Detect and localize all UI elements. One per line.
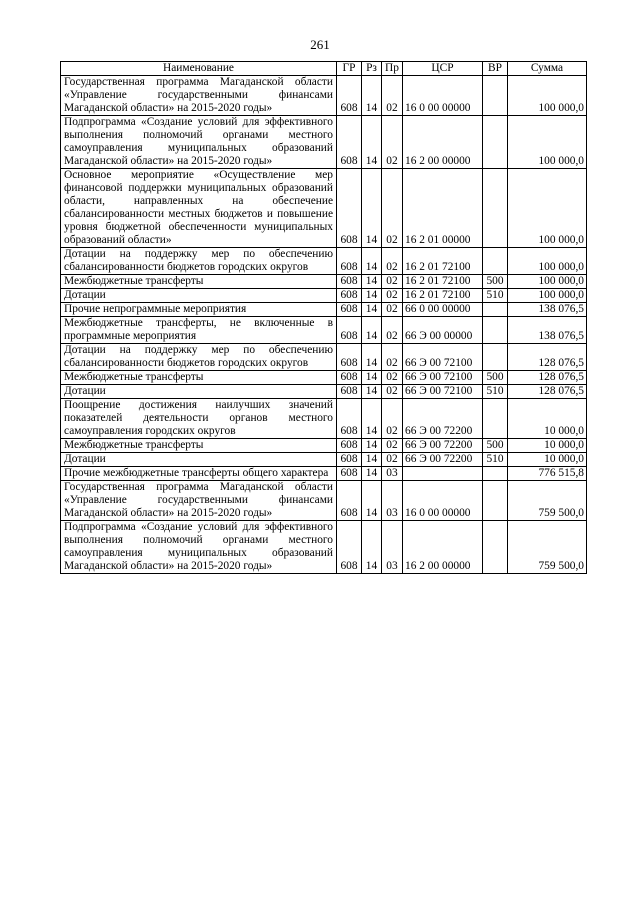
cell-vr: 500 bbox=[483, 439, 508, 453]
cell-rz: 14 bbox=[362, 169, 382, 248]
cell-csr: 16 2 00 00000 bbox=[403, 521, 483, 574]
cell-rz: 14 bbox=[362, 317, 382, 344]
cell-rz: 14 bbox=[362, 303, 382, 317]
cell-sum: 100 000,0 bbox=[508, 169, 587, 248]
cell-gr: 608 bbox=[337, 385, 362, 399]
cell-rz: 14 bbox=[362, 275, 382, 289]
row-name-text: Дотации на поддержку мер по обеспечению сбалансированности бюджетов городских округов bbox=[64, 344, 333, 369]
cell-csr: 16 2 01 72100 bbox=[403, 248, 483, 275]
cell-csr: 16 2 01 72100 bbox=[403, 275, 483, 289]
cell-rz: 14 bbox=[362, 289, 382, 303]
row-name-text: Дотации bbox=[64, 289, 106, 301]
cell-name bbox=[61, 248, 337, 275]
cell-pr: 03 bbox=[382, 467, 403, 481]
cell-sum: 100 000,0 bbox=[508, 116, 587, 169]
cell-pr: 02 bbox=[382, 439, 403, 453]
cell-gr: 608 bbox=[337, 467, 362, 481]
table-row bbox=[61, 76, 587, 116]
table-row bbox=[61, 116, 587, 169]
cell-rz: 14 bbox=[362, 344, 382, 371]
cell-vr bbox=[483, 344, 508, 371]
row-name-text: Дотации bbox=[64, 385, 106, 397]
cell-sum: 776 515,8 bbox=[508, 467, 587, 481]
table-row bbox=[61, 371, 587, 385]
cell-name bbox=[61, 481, 337, 521]
cell-rz: 14 bbox=[362, 439, 382, 453]
table-row bbox=[61, 303, 587, 317]
cell-gr: 608 bbox=[337, 116, 362, 169]
cell-pr: 02 bbox=[382, 385, 403, 399]
cell-name bbox=[61, 317, 337, 344]
cell-sum: 10 000,0 bbox=[508, 439, 587, 453]
cell-sum: 128 076,5 bbox=[508, 344, 587, 371]
cell-pr: 02 bbox=[382, 275, 403, 289]
cell-gr: 608 bbox=[337, 303, 362, 317]
cell-sum: 759 500,0 bbox=[508, 521, 587, 574]
cell-vr: 510 bbox=[483, 385, 508, 399]
header-vr: ВР bbox=[483, 62, 508, 76]
cell-name bbox=[61, 116, 337, 169]
cell-sum: 128 076,5 bbox=[508, 371, 587, 385]
row-name-text: Межбюджетные трансферты bbox=[64, 371, 204, 383]
table-row bbox=[61, 481, 587, 521]
table-row bbox=[61, 399, 587, 439]
table-row bbox=[61, 344, 587, 371]
cell-rz: 14 bbox=[362, 76, 382, 116]
cell-pr: 02 bbox=[382, 289, 403, 303]
cell-pr: 02 bbox=[382, 371, 403, 385]
cell-gr: 608 bbox=[337, 275, 362, 289]
row-name-text: Межбюджетные трансферты, не включенные в программные мероприятия bbox=[64, 317, 333, 342]
cell-rz: 14 bbox=[362, 453, 382, 467]
page-number: 261 bbox=[310, 37, 330, 52]
cell-pr: 02 bbox=[382, 344, 403, 371]
cell-csr: 66 Э 00 72200 bbox=[403, 439, 483, 453]
cell-csr: 66 Э 00 72200 bbox=[403, 399, 483, 439]
cell-pr: 02 bbox=[382, 248, 403, 275]
cell-vr bbox=[483, 521, 508, 574]
cell-sum: 759 500,0 bbox=[508, 481, 587, 521]
cell-rz: 14 bbox=[362, 371, 382, 385]
row-name-text: Межбюджетные трансферты bbox=[64, 439, 204, 451]
row-name-text: Государственная программа Магаданской области «Управление государственными финансами Магаданской области» на 2015-2020 годы» bbox=[64, 76, 333, 114]
cell-name bbox=[61, 303, 337, 317]
table-row bbox=[61, 439, 587, 453]
cell-name bbox=[61, 467, 337, 481]
cell-gr: 608 bbox=[337, 317, 362, 344]
table-row bbox=[61, 169, 587, 248]
table-row bbox=[61, 275, 587, 289]
table-row bbox=[61, 467, 587, 481]
table-row bbox=[61, 453, 587, 467]
header-pr: Пр bbox=[382, 62, 403, 76]
table-row bbox=[61, 521, 587, 574]
cell-pr: 02 bbox=[382, 399, 403, 439]
cell-csr: 16 2 00 00000 bbox=[403, 116, 483, 169]
row-name-text: Основное мероприятие «Осуществление мер финансовой поддержки муниципальных образований области, направленных на обеспечение сбалансированности местных бюджетов и повышение уровня бюджетной обеспеченности муниципальных образований области» bbox=[64, 169, 333, 246]
cell-name bbox=[61, 275, 337, 289]
row-name-text: Подпрограмма «Создание условий для эффективного выполнения полномочий органами местного самоуправления муниципальных образований Магаданской области» на 2015-2020 годы» bbox=[64, 521, 333, 572]
cell-vr bbox=[483, 169, 508, 248]
cell-vr: 510 bbox=[483, 453, 508, 467]
cell-csr: 66 Э 00 72100 bbox=[403, 385, 483, 399]
cell-pr: 03 bbox=[382, 521, 403, 574]
cell-sum: 138 076,5 bbox=[508, 317, 587, 344]
cell-csr: 66 0 00 00000 bbox=[403, 303, 483, 317]
cell-csr: 16 2 01 72100 bbox=[403, 289, 483, 303]
cell-vr: 500 bbox=[483, 275, 508, 289]
cell-sum: 100 000,0 bbox=[508, 275, 587, 289]
row-name-text: Прочие межбюджетные трансферты общего характера bbox=[64, 467, 329, 479]
row-name-text: Государственная программа Магаданской области «Управление государственными финансами Магаданской области» на 2015-2020 годы» bbox=[64, 481, 333, 519]
cell-name bbox=[61, 521, 337, 574]
cell-name bbox=[61, 439, 337, 453]
cell-rz: 14 bbox=[362, 248, 382, 275]
header-name: Наименование bbox=[61, 62, 337, 76]
budget-table bbox=[60, 61, 587, 574]
cell-csr: 16 2 01 00000 bbox=[403, 169, 483, 248]
cell-pr: 03 bbox=[382, 481, 403, 521]
cell-csr: 66 Э 00 72100 bbox=[403, 371, 483, 385]
cell-name bbox=[61, 169, 337, 248]
cell-gr: 608 bbox=[337, 453, 362, 467]
cell-vr: 500 bbox=[483, 371, 508, 385]
cell-csr bbox=[403, 467, 483, 481]
cell-name bbox=[61, 76, 337, 116]
cell-sum: 100 000,0 bbox=[508, 289, 587, 303]
cell-sum: 100 000,0 bbox=[508, 76, 587, 116]
header-rz: Рз bbox=[362, 62, 382, 76]
table-body bbox=[61, 76, 587, 574]
cell-pr: 02 bbox=[382, 116, 403, 169]
cell-name bbox=[61, 289, 337, 303]
cell-vr bbox=[483, 116, 508, 169]
cell-gr: 608 bbox=[337, 521, 362, 574]
row-name-text: Подпрограмма «Создание условий для эффективного выполнения полномочий органами местного самоуправления муниципальных образований Магаданской области» на 2015-2020 годы» bbox=[64, 116, 333, 167]
cell-gr: 608 bbox=[337, 344, 362, 371]
cell-name bbox=[61, 385, 337, 399]
cell-rz: 14 bbox=[362, 521, 382, 574]
cell-vr: 510 bbox=[483, 289, 508, 303]
cell-pr: 02 bbox=[382, 76, 403, 116]
cell-vr bbox=[483, 303, 508, 317]
cell-name bbox=[61, 399, 337, 439]
table-row bbox=[61, 248, 587, 275]
cell-sum: 10 000,0 bbox=[508, 453, 587, 467]
cell-pr: 02 bbox=[382, 453, 403, 467]
row-name-text: Дотации bbox=[64, 453, 106, 465]
table-row bbox=[61, 385, 587, 399]
row-name-text: Межбюджетные трансферты bbox=[64, 275, 204, 287]
cell-gr: 608 bbox=[337, 439, 362, 453]
table-row bbox=[61, 289, 587, 303]
cell-csr: 66 Э 00 72200 bbox=[403, 453, 483, 467]
cell-name bbox=[61, 344, 337, 371]
cell-pr: 02 bbox=[382, 169, 403, 248]
cell-rz: 14 bbox=[362, 399, 382, 439]
cell-gr: 608 bbox=[337, 481, 362, 521]
cell-csr: 66 Э 00 72100 bbox=[403, 344, 483, 371]
cell-csr: 16 0 00 00000 bbox=[403, 76, 483, 116]
row-name-text: Прочие непрограммные мероприятия bbox=[64, 303, 247, 315]
header-csr: ЦСР bbox=[403, 62, 483, 76]
cell-gr: 608 bbox=[337, 371, 362, 385]
cell-rz: 14 bbox=[362, 481, 382, 521]
cell-vr bbox=[483, 467, 508, 481]
cell-sum: 128 076,5 bbox=[508, 385, 587, 399]
cell-gr: 608 bbox=[337, 248, 362, 275]
cell-name bbox=[61, 371, 337, 385]
cell-vr bbox=[483, 481, 508, 521]
header-gr: ГР bbox=[337, 62, 362, 76]
cell-rz: 14 bbox=[362, 116, 382, 169]
cell-gr: 608 bbox=[337, 76, 362, 116]
cell-sum: 10 000,0 bbox=[508, 399, 587, 439]
cell-vr bbox=[483, 399, 508, 439]
cell-gr: 608 bbox=[337, 289, 362, 303]
header-sum: Сумма bbox=[508, 62, 587, 76]
row-name-text: Поощрение достижения наилучших значений показателей деятельности органов местного самоуправления городских округов bbox=[64, 399, 333, 437]
cell-rz: 14 bbox=[362, 467, 382, 481]
cell-pr: 02 bbox=[382, 303, 403, 317]
cell-sum: 100 000,0 bbox=[508, 248, 587, 275]
cell-vr bbox=[483, 76, 508, 116]
row-name-text: Дотации на поддержку мер по обеспечению сбалансированности бюджетов городских округов bbox=[64, 248, 333, 273]
cell-name bbox=[61, 453, 337, 467]
cell-rz: 14 bbox=[362, 385, 382, 399]
cell-gr: 608 bbox=[337, 169, 362, 248]
cell-csr: 66 Э 00 00000 bbox=[403, 317, 483, 344]
cell-pr: 02 bbox=[382, 317, 403, 344]
cell-gr: 608 bbox=[337, 399, 362, 439]
cell-csr: 16 0 00 00000 bbox=[403, 481, 483, 521]
cell-sum: 138 076,5 bbox=[508, 303, 587, 317]
table-header-row bbox=[61, 62, 587, 76]
cell-vr bbox=[483, 317, 508, 344]
cell-vr bbox=[483, 248, 508, 275]
table-row bbox=[61, 317, 587, 344]
